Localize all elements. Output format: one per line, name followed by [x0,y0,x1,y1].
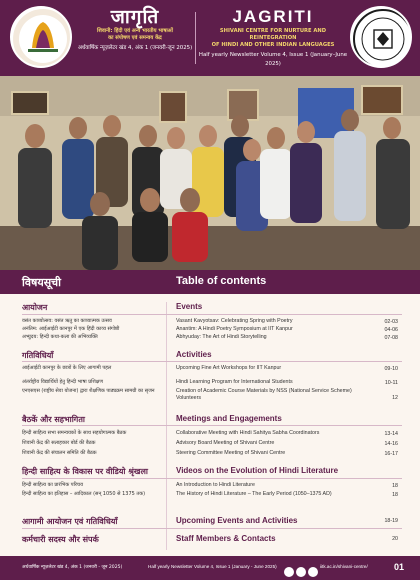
section-title-english: Videos on the Evolution of Hindi Literature [176,466,339,475]
toc-row-hindi: अभ्युदय: हिन्दी कथा-कला की अभिव्यक्ति [22,334,98,340]
toc-heading-english: Table of contents [176,275,267,287]
section-rule [22,528,402,529]
footer-icons [284,562,320,580]
toc-row-page[interactable]: 07-08 [384,335,398,341]
toc-body [0,294,420,556]
section-title-english: Meetings and Engagements [176,414,282,423]
issue-info-hindi: अर्धवार्षिक न्यूज़लेटर खंड 4, अंक 1 (जनवरी-जून 2025) [77,45,193,51]
toc-row-hindi: हिन्दी साहित्य का इतिहास – आदिकाल (सन् 1050 से 1375 तक) [22,491,146,497]
section-title-hindi: बैठकें और सहभागिता [22,415,85,424]
toc-row-hindi: हिन्दी साहित्य का प्रारंभिक परिचय [22,482,84,488]
newsletter-title-hindi: जागृति [110,6,160,28]
issue-info-english: Half yearly Newsletter Volume 4, Issue 1 (January–June 2025) [198,52,348,67]
toc-row-hindi: शिवानी केंद्र की संचालन समिति की बैठक [22,450,97,456]
section-rule [22,425,402,426]
toc-row-page[interactable]: 10-11 [384,380,398,386]
toc-row-english[interactable]: Upcoming Fine Art Workshops for IIT Kanpur [176,365,282,371]
section-rule [22,361,402,362]
toc-row-hindi: वसंत काव्योत्सव: वसंत ऋतु का काव्यात्मक उत्सव [22,318,112,324]
iit-kanpur-emblem [350,6,412,68]
footer-website-link[interactable]: iitk.ac.in/shivani-centre/ [320,564,368,569]
footer-issue-hindi: अर्धवार्षिक न्यूज़लेटर खंड 4, अंक 1 (जनवरी - जून 2025) [22,565,123,570]
centre-name-hindi-line2: का संपोषण एवं समन्वय केंद्र [108,35,162,41]
toc-row-english[interactable]: Creation of Academic Course Materials by NSS (National Service Scheme) Volunteers [176,388,352,401]
toc-row-page[interactable]: 16-17 [384,451,398,457]
toc-row-english[interactable]: Hindi Learning Program for International Students [176,379,293,385]
header-hindi-block [76,6,194,53]
masthead [0,0,420,76]
toc-row-page[interactable]: 18 [392,483,398,489]
centre-name-hindi-line1: शिवानी: हिंदी एवं अन्य भारतीय भाषाओं [97,28,173,34]
social-icon[interactable] [296,567,306,577]
toc-heading-hindi: विषयसूची [22,276,61,289]
toc-row-english[interactable]: Collaborative Meeting with Hindi Sahitya Sabha Coordinators [176,430,320,436]
toc-row-page[interactable]: 13-14 [384,431,398,437]
toc-header-bar [0,270,420,294]
shivani-centre-logo [10,6,72,68]
section-rule [22,314,402,315]
footer-issue-english: Half yearly Newsletter Volume 4, Issue 1 (January - June 2025) [148,564,277,569]
header-divider [195,12,196,64]
section-title-english: Activities [176,350,212,359]
toc-row-page[interactable]: 18 [392,492,398,498]
video-icon[interactable] [308,567,318,577]
section-rule [22,478,402,479]
toc-row-hindi: अंतर्राष्ट्रीय विद्यार्थियों हेतु हिन्दी भाषा प्रशिक्षण [22,379,103,385]
section-title-hindi: आयोजन [22,303,48,312]
section-title-english[interactable]: Upcoming Events and Activities [176,516,298,525]
toc-row-english[interactable]: Advisory Board Meeting of Shivani Centre [176,440,275,446]
toc-row-hindi: शिवानी केंद्र की सलाहकार बोर्ड की बैठक [22,440,96,446]
section-title-english: Events [176,302,203,311]
toc-row-page[interactable]: 20 [392,536,398,542]
toc-row-page[interactable]: 18-19 [384,518,398,524]
toc-column-divider [166,302,167,550]
newsletter-title-english: JAGRITI [232,7,314,26]
toc-row-page[interactable]: 14-16 [384,441,398,447]
toc-row-page[interactable]: 02-03 [384,319,398,325]
section-title-hindi: हिन्दी साहित्य के विकास पर वीडियो श्रृंखला [22,467,148,476]
centre-name-english-line1: SHIVANI CENTRE FOR NURTURE AND REINTEGRATION [219,28,327,41]
globe-icon[interactable] [284,567,294,577]
toc-row-english[interactable]: An Introduction to Hindi Literature [176,482,255,488]
toc-row-english[interactable]: Abhyuday: The Art of Hindi Storytelling [176,334,267,340]
toc-row-english[interactable]: Steering Committee Meeting of Shivani Centre [176,450,286,456]
toc-row-page[interactable]: 12 [392,395,398,401]
toc-row-hindi: आईआईटी कानपुर के छात्रों के लिए आगामी पहल [22,365,112,371]
group-photo [0,76,420,270]
section-title-hindi: कर्मचारी सदस्य और संपर्क [22,535,99,544]
section-title-english[interactable]: Staff Members & Contacts [176,534,276,543]
section-title-hindi: आगामी आयोजन एवं गतिविधियाँ [22,517,118,526]
toc-row-english[interactable]: The History of Hindi Literature – The Early Period (1050–1375 AD) [176,491,332,497]
header-english-block [198,6,348,69]
section-title-hindi: गतिविधियाँ [22,351,54,360]
toc-row-hindi: हिन्दी साहित्य सभा समन्वयकों के साथ सहयोगात्मक बैठक [22,430,127,436]
page-footer [0,556,420,580]
toc-row-hindi: एनएसएस (राष्ट्रीय सेवा योजना) द्वारा शैक्षणिक पाठ्यक्रम सामग्री का सृजन [22,388,155,394]
page-number: 01 [394,562,405,572]
toc-row-hindi: अनंतिम: आईआईटी कानपुर में एक हिंदी काव्य संगोष्ठी [22,326,120,332]
centre-name-english-line2: OF HINDI AND OTHER INDIAN LANGUAGES [211,42,335,48]
toc-row-english[interactable]: Anantim: A Hindi Poetry Symposium at IIT Kanpur [176,326,293,332]
toc-row-english[interactable]: Vasant Kavyotsav: Celebrating Spring with Poetry [176,318,293,324]
toc-row-page[interactable]: 04-06 [384,327,398,333]
toc-row-page[interactable]: 09-10 [384,366,398,372]
